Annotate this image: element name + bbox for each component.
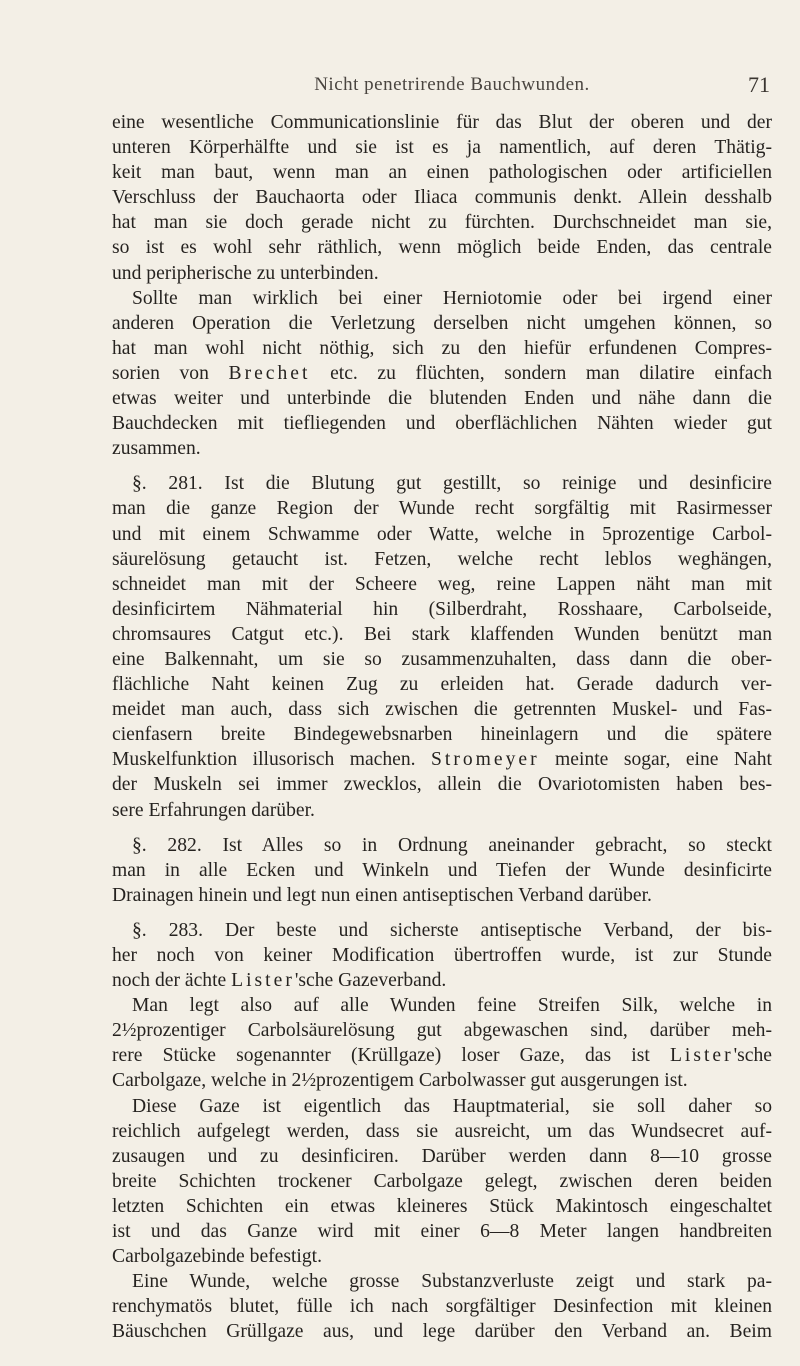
text-line: hat man sie doch gerade nicht zu fürchten. Durchschneidet man sie, — [112, 212, 772, 234]
text-line — [112, 1043, 772, 1068]
text-run: Muskelfunktion illusorisch machen. — [112, 749, 431, 771]
text-line: Verschluss der Bauchaorta oder Iliaca communis denkt. Allein desshalb — [112, 187, 772, 209]
text-line: zusaugen und zu desinficiren. Darüber werden dann 8—10 grosse — [112, 1145, 772, 1167]
text-line: so ist es wohl sehr räthlich, wenn möglich beide Enden, das centrale — [112, 237, 772, 259]
text-line: reichlich aufgelegt werden, dass sie ausreicht, um das Wundsecret auf- — [112, 1120, 772, 1142]
text-line: Man legt also auf alle Wunden feine Streifen Silk, welche in — [132, 995, 772, 1017]
text-line: und mit einem Schwamme oder Watte, welche in 5prozentige Carbol- — [112, 523, 772, 545]
paragraph-silk — [112, 993, 772, 1093]
text-line: §. 282. Ist Alles so in Ordnung aneinander gebracht, so steckt — [132, 834, 772, 856]
paragraph-continuation — [112, 110, 772, 286]
paragraph-section-283 — [112, 918, 772, 993]
text-line: eine Balkennaht, um sie so zusammenzuhalten, dass dann die ober- — [112, 648, 772, 670]
text-line: 2½prozentiger Carbolsäurelösung gut abgewaschen sind, darüber meh- — [112, 1020, 772, 1042]
paragraph-gap — [112, 461, 772, 471]
running-head — [112, 74, 770, 100]
text-line: desinficirtem Nähmaterial hin (Silberdraht, Rosshaare, Carbolseide, — [112, 598, 772, 620]
text-line: chromsaures Catgut etc.). Bei stark klaffenden Wunden benützt man — [112, 623, 772, 645]
text-run: etc. zu flüchten, sondern man dilatire einfach — [310, 362, 772, 384]
text-line: man in alle Ecken und Winkeln und Tiefen der Wunde desinficirte — [112, 859, 772, 881]
text-line: §. 283. Der beste und sicherste antiseptische Verband, der bis- — [132, 919, 772, 941]
text-run: meinte sogar, eine Naht — [539, 749, 772, 771]
text-line: anderen Operation die Verletzung derselben nicht umgehen können, so — [112, 312, 772, 334]
text-line: breite Schichten trockener Carbolgaze gelegt, zwischen deren beiden — [112, 1170, 772, 1192]
text-line: säurelösung getaucht ist. Fetzen, welche recht leblos weghängen, — [112, 548, 772, 570]
text-line: man die ganze Region der Wunde recht sorgfältig mit Rasirmesser — [112, 498, 772, 520]
text-run: 'sche — [733, 1045, 772, 1067]
text-line: zusammen. — [112, 438, 201, 460]
author-name: Lister — [669, 1045, 734, 1067]
paragraph-herniotomie — [112, 286, 772, 462]
text-line: Carbolgaze, welche in 2½prozentigem Carbolwasser gut ausgerungen ist. — [112, 1070, 688, 1092]
text-line: und peripherische zu unterbinden. — [112, 262, 379, 284]
text-line: unteren Körperhälfte und sie ist es ja namentlich, auf deren Thätig- — [112, 137, 772, 159]
paragraph-section-281 — [112, 471, 772, 822]
text-line: hat man wohl nicht nöthig, sich zu den hiefür erfundenen Compres- — [112, 337, 772, 359]
text-line: flächliche Naht keinen Zug zu erleiden hat. Gerade dadurch ver- — [112, 674, 772, 696]
author-name: Stromeyer — [430, 749, 540, 771]
text-line: cienfasern breite Bindegewebsnarben hineinlagern und die spätere — [112, 724, 772, 746]
paragraph-wunde — [112, 1269, 772, 1344]
text-line: Diese Gaze ist eigentlich das Hauptmaterial, sie soll daher so — [132, 1095, 772, 1117]
text-line: meidet man auch, dass sich zwischen die getrennten Muskel- und Fas- — [112, 699, 772, 721]
text-line — [112, 968, 772, 993]
text-line: schneidet man mit der Scheere weg, reine Lappen näht man mit — [112, 573, 772, 595]
paragraph-gaze — [112, 1094, 772, 1270]
text-line: keit man baut, wenn man an einen pathologischen oder artificiellen — [112, 162, 772, 184]
paragraph-section-282 — [112, 833, 772, 908]
body-text — [112, 110, 772, 1345]
text-line: her noch von keiner Modification übertroffen wurde, ist zur Stunde — [112, 945, 772, 966]
text-line: §. 281. Ist die Blutung gut gestillt, so reinige und desinficire — [132, 473, 772, 495]
text-line: Sollte man wirklich bei einer Herniotomie oder bei irgend einer — [132, 287, 772, 309]
running-head-title: Nicht penetrirende Bauchwunden. — [314, 74, 590, 95]
author-name: Lister — [231, 970, 295, 992]
text-line: ist und das Ganze wird mit einer 6—8 Meter langen handbreiten — [112, 1221, 772, 1243]
text-line: sere Erfahrungen darüber. — [112, 799, 315, 821]
paragraph-gap — [112, 823, 772, 833]
text-line: letzten Schichten ein etwas kleineres Stück Makintosch eingeschaltet — [112, 1195, 772, 1217]
text-line: Eine Wunde, welche grosse Substanzverluste zeigt und stark pa- — [132, 1271, 772, 1293]
text-run: sorien von — [112, 362, 229, 384]
text-run: noch der ächte — [112, 970, 232, 992]
text-line: Bauchdecken mit tiefliegenden und oberflächlichen Nähten wieder gut — [112, 413, 772, 435]
text-line: etwas weiter und unterbinde die blutenden Enden und nähe dann die — [112, 388, 772, 410]
text-line — [112, 747, 772, 772]
text-line: Carbolgazebinde befestigt. — [112, 1246, 323, 1268]
text-line: renchymatös blutet, fülle ich nach sorgfältiger Desinfection mit kleinen — [112, 1296, 772, 1318]
text-run: rere Stücke sogenannter (Krüllgaze) loser Gaze, das ist — [112, 1045, 670, 1067]
text-line — [112, 361, 772, 386]
paragraph-gap — [112, 908, 772, 918]
page-number: 71 — [748, 72, 770, 97]
text-run: 'sche Gazeverband. — [294, 970, 447, 992]
text-line: Bäuschchen Grüllgaze aus, und lege darüber den Verband an. Beim — [112, 1321, 772, 1343]
author-name: Brechet — [228, 362, 311, 384]
text-line: eine wesentliche Communicationslinie für das Blut der oberen und der — [112, 112, 772, 133]
text-line: der Muskeln sei immer zwecklos, allein die Ovariotomisten haben bes- — [112, 774, 772, 796]
text-line: Drainagen hinein und legt nun einen antiseptischen Verband darüber. — [112, 884, 652, 906]
